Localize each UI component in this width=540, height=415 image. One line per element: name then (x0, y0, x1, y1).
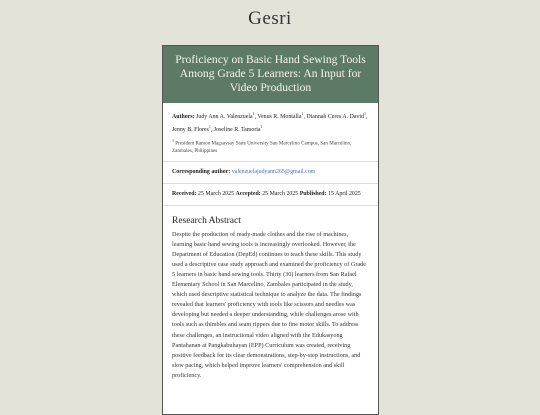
received-label: Received: (172, 190, 197, 197)
affiliation-sup: 1 (172, 137, 174, 143)
corresponding-email-link[interactable]: valenzuelajudyann265@gmail.com (231, 168, 316, 175)
abstract-text: Despite the production of ready-made clothes and the rise of machines, learning basic hand sewing tools is increasingly overlooked. However, the Department of Education (DepEd) continues to teach these skills. This study used a descriptive case study approach and examined the proficiency of Grade 5 learners in basic hand sewing tools. Thirty (30) learners from San Rafael Elementary School in San Marcelino, Zambales participated in the study, which used descriptive statistical technique to analyze the data. The findings revealed that learners' proficiency with tools like scissors and needles was developing but needed a deeper understanding, while challenges arose with tools such as thimbles and seam rippers due to fine motor skills. To address these challenges, an instructional video aligned with the Edukasyong Pantahanan at Pangkabuhayan (EPP) Curriculum was created, receiving positive feedback for its clear demonstrations, step-by-step instructions, and slow pacing, which helped improve learners' comprehension and skill proficiency. (172, 230, 366, 379)
accepted-date: 25 March 2025 (262, 190, 299, 197)
corresponding-label: Corresponding author: (172, 168, 231, 175)
published-date: 15 April 2025 (328, 190, 361, 197)
author-sup: 1 (252, 111, 255, 116)
authors-label: Authors: (172, 113, 195, 120)
site-title: Gesri (248, 8, 292, 29)
dates-section (163, 184, 378, 206)
abstract-title: Research Abstract (172, 215, 241, 226)
corresponding-section (163, 162, 378, 184)
author-sup: 1 (260, 123, 263, 129)
affiliation (172, 137, 369, 155)
author-sup: 1 (208, 123, 211, 129)
author-name: Judy Ann A. Valenzuela (196, 113, 253, 120)
author-name: Venus R. Montalla (257, 113, 302, 120)
author-name: Joseline R. Tamoria (213, 126, 261, 133)
author-name: Diannah Ceres A. David (306, 113, 364, 120)
authors-section: Authors: Judy Ann A. Valenzuela$^1$, Venus R. Montalla$^1$, Diannah Ceres A. David$^1$, Jenny B. Flores$^1$, Joseline R. Tamoria$^1$ $^1$ President Ramon Magsaysay State University San Marcelino Campus, San Marcelino, Zambales, Philippines (163, 103, 378, 162)
published-label: Published: (299, 190, 327, 197)
author-sup: 1 (363, 111, 366, 116)
paper-title: Proficiency on Basic Hand Sewing Tools Among Grade 5 Learners: An Input for Video Production (163, 46, 378, 103)
received-date: 25 March 2025 (198, 190, 235, 197)
affiliation-text: President Ramon Magsaysay State University San Marcelino Campus, San Marcelino, Zambales, Philippines (172, 140, 352, 154)
author-sup: 1 (301, 111, 304, 116)
accepted-label: Accepted: (235, 190, 261, 197)
author-name: Jenny B. Flores (172, 126, 209, 133)
paper-card (162, 45, 379, 415)
